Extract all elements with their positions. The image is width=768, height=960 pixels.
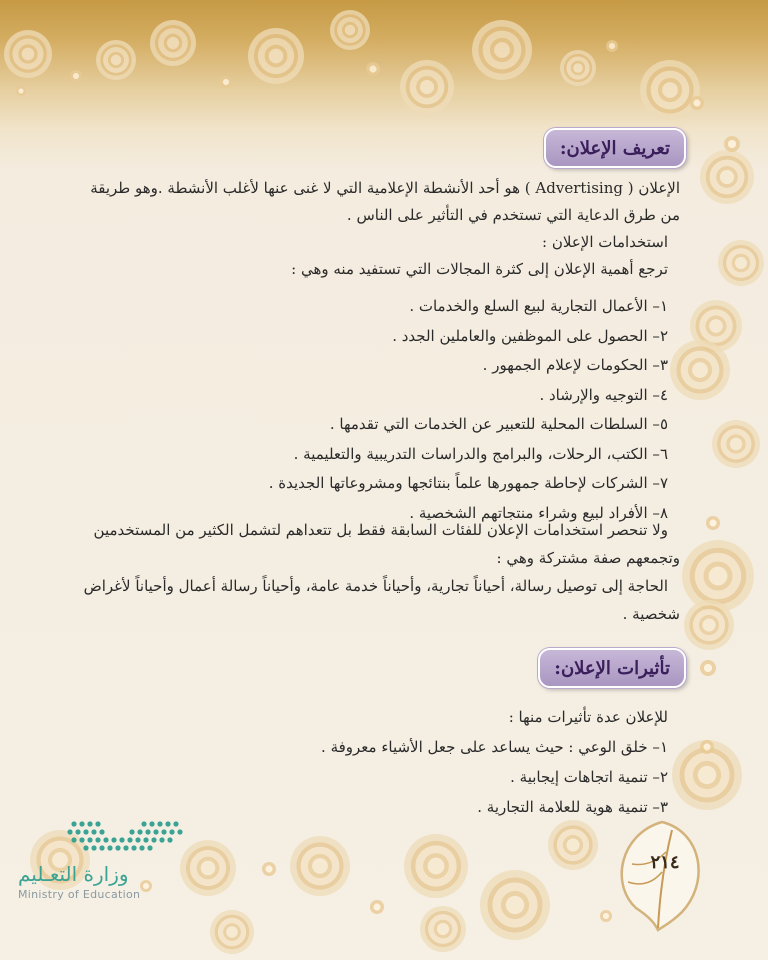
closing-line: وتجمعهم صفة مشتركة وهي : <box>496 549 680 567</box>
section-heading-effects <box>538 648 686 688</box>
definition-line: الإعلان ( Advertising ) هو أحد الأنشطة الإعلامية التي لا غنى عنها لأغلب الأنشطة .وهو طريقة <box>90 179 680 197</box>
list-item: ٦– الكتب، الرحلات، والبرامج والدراسات التدريبية والتعليمية . <box>293 444 668 463</box>
closing-line: الحاجة إلى توصيل رسالة، أحياناً تجارية، وأحياناً خدمة عامة، وأحياناً رسالة أعمال وأحياناً لأغراض <box>83 577 668 595</box>
uses-list <box>80 292 680 528</box>
uses-heading: استخدامات الإعلان : <box>542 233 668 251</box>
ministry-name-arabic: وزارة التعـليم <box>18 862 129 886</box>
closing-line: شخصية . <box>622 605 680 623</box>
section-heading-label: تأثيرات الإعلان: <box>554 657 670 679</box>
list-item: ٢– تنمية اتجاهات إيجابية . <box>510 768 668 786</box>
definition-paragraph <box>40 175 680 283</box>
closing-line: ولا تنحصر استخدامات الإعلان للفئات السابقة فقط بل تتعداهم لتشمل الكثير من المستخدمين <box>93 521 668 539</box>
section-heading-label: تعريف الإعلان: <box>559 137 670 159</box>
ministry-name-english: Ministry of Education <box>18 888 141 901</box>
list-item: ٨– الأفراد لبيع وشراء منتجاتهم الشخصية . <box>409 503 668 522</box>
list-item: ٧– الشركات لإحاطة جمهورها علماً بنتائجها ومشروعاتها الجديدة . <box>268 474 668 492</box>
list-item: ٣– تنمية هوية للعلامة التجارية . <box>477 798 668 816</box>
list-item: ٢– الحصول على الموظفين والعاملين الجدد . <box>392 326 668 345</box>
list-item: ٤– التوجيه والإرشاد . <box>539 385 668 404</box>
list-item: ٥– السلطات المحلية للتعبير عن الخدمات التي تقدمها . <box>329 415 668 433</box>
list-item: ٣– الحكومات لإعلام الجمهور . <box>482 356 668 374</box>
section-heading-definition <box>544 128 686 168</box>
effects-intro: للإعلان عدة تأثيرات منها : <box>508 708 668 726</box>
list-item: ١– الأعمال التجارية لبيع السلع والخدمات . <box>409 297 668 315</box>
effects-paragraph <box>80 702 680 822</box>
page-number: ٢١٤ <box>650 852 680 873</box>
uses-intro: ترجع أهمية الإعلان إلى كثرة المجالات التي تستفيد منه وهي : <box>291 260 668 278</box>
closing-paragraph <box>40 516 680 628</box>
definition-line: من طرق الدعاية التي تستخدم في التأثير على الناس . <box>346 206 680 224</box>
list-item: ١– خلق الوعي : حيث يساعد على جعل الأشياء معروفة . <box>321 738 668 756</box>
